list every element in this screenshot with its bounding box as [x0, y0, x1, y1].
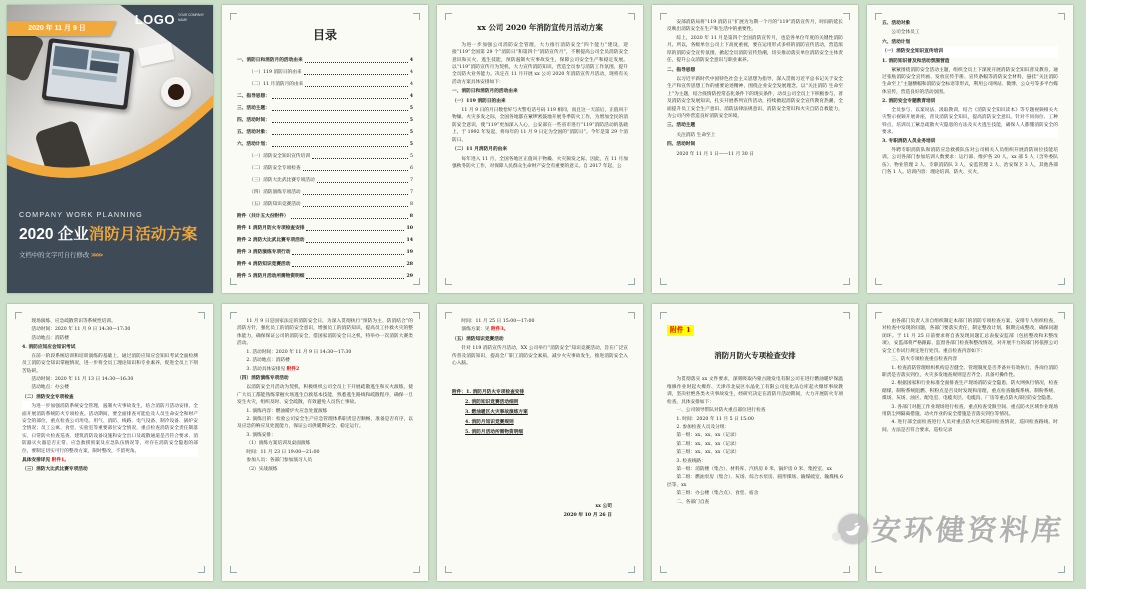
text-block: 2. 演练目的：检验公司安全生产应急管理体系职责是否顺畅，准备是否有序，以及应急的响应及处置能力，保证公司供暖期安全、稳定运行。	[237, 417, 413, 430]
text-block: （五）消防知识竞赛活动	[452, 336, 504, 342]
toc-entry-label: 附件 4 消防知识竞赛活动	[237, 262, 291, 268]
text-span: 3. 活动具体安排见	[246, 366, 287, 372]
crop-mark	[15, 566, 22, 573]
toc-entry-label: （四）消防演练专项活动	[249, 190, 301, 196]
crop-mark	[875, 278, 882, 285]
text-block	[452, 326, 628, 333]
crop-mark	[445, 312, 452, 319]
logo-subtext: YOUR COMPANY NAME	[178, 13, 204, 22]
watermark-text: 安环健资料库	[870, 515, 1066, 547]
page-title: 消防月防火专项检查安排	[714, 350, 796, 360]
toc-entry	[237, 177, 413, 184]
text-block: 活动时间：2020 年 11 月 9 日 14:30—17:30	[31, 327, 131, 333]
toc-entry	[237, 225, 413, 232]
cover-title	[19, 222, 201, 244]
page-thumbnail-10[interactable]	[867, 304, 1073, 581]
toc-entry-label: （一）消防安全知识宣传培训	[249, 154, 310, 160]
toc-leader-dots	[272, 122, 408, 123]
text-block: 1. 演练内容：燃油暖炉火应急处置演练	[246, 408, 328, 414]
page-thumbnail-4[interactable]	[652, 5, 858, 293]
text-block: 二、指导思想	[667, 67, 696, 73]
toc-leader-dots	[272, 146, 408, 147]
cover-date-ribbon	[7, 21, 116, 36]
page-thumbnail-3[interactable]	[437, 5, 643, 293]
toc-entry-page-number: 4	[409, 94, 413, 99]
text-block: 时间：11 月 23 日 19:00—21:00	[246, 449, 320, 455]
toc-entry-label: 二、指导思想：	[237, 94, 270, 99]
toc-entry-label: （三）消防大比武比赛专项活动	[249, 178, 315, 184]
toc-entry-label: 五、活动对象：	[237, 130, 270, 136]
text-block: 三、活动主题	[667, 123, 696, 129]
toc-leader-dots	[303, 206, 408, 207]
page-thumbnail-2[interactable]	[222, 5, 428, 293]
text-block: 一、消防日和消防月的活动由来	[452, 89, 518, 95]
text-block: 4. 消防月知识竞赛规则	[465, 419, 514, 425]
crop-mark	[1058, 278, 1065, 285]
toc-entry-page-number: 8	[410, 202, 413, 208]
crop-mark	[628, 312, 635, 319]
page-body	[667, 317, 843, 568]
text-block: 1. 检查消防管理组织机构是否健全、管理制度是否齐备并有效执行，各岗位消防职责是否落实到位，火灾多发地查规则是否齐全、具备可操作性。	[882, 365, 1058, 378]
text-block: 在前一阶段系统培训和培训演练的基础上，通过消防应知应会知识考试全面检测员工消防安全知识掌握情况，进一步将全员工理论知识和专业素养，促进全员上下刻苦钻研。	[22, 353, 198, 374]
text-block: 11 月 9 日的月日数恰好与火警电话号码 119 相同，而且这一天前后，正值风干物燥、火灾多发之际，全国各地都在紧锣密鼓地开展冬季防火工作，为增加全民的消防安全意识，使“119”更加深入人心，公安部在一些省市进行“119”消防活动的基础上，于 1992 年发起，将每年的 11 月 9 日定为全国的“消防日”。今年是第 29 个消防日。	[452, 108, 628, 143]
text-block: 1. 活动时间：2020 年 11 月 9 日 14:30—17:30	[246, 349, 352, 355]
toc-entry-label: （二）11 月消防月的由来	[249, 81, 304, 87]
crop-mark	[413, 566, 420, 573]
text-block: 一、公司领导带队对防火重点部位进行检查	[676, 408, 766, 414]
text-block: 3. 演练安排：	[246, 432, 276, 438]
text-block: 2020 年 10 月 26 日	[563, 513, 612, 519]
crop-mark	[1058, 566, 1065, 573]
text-block: 二、各部门自查	[676, 499, 710, 505]
cover-page-thumbnail[interactable]	[7, 5, 213, 293]
toc-entry-page-number: 28	[406, 262, 413, 268]
toc-entry-page-number: 10	[406, 226, 413, 232]
page-body	[237, 317, 413, 568]
text-block: 附件：1. 消防月防火专项检查安排	[452, 390, 525, 396]
text-block: 11 月 9 日是国家法定的消防安全日，为深入贯彻执行“预防为主、防消结合”的消防方针，强化员工的消防安全意识，增强员工的消防知识，提高员工扑救火灾的整体能力，确保保证公司的消防安全，借国家消防安全日之机，特举办一次消防大赛类活动。	[237, 319, 413, 347]
toc-leader-dots	[292, 254, 404, 255]
crop-mark	[413, 278, 420, 285]
toc-entry-page-number: 4	[410, 81, 413, 87]
attachment-badge: 附件 1	[667, 325, 694, 336]
text-block: 五、活动对象	[882, 21, 911, 26]
text-block: 3. 专职消防人员业务培训	[882, 138, 936, 144]
crop-mark	[198, 566, 205, 573]
page-body	[22, 317, 198, 568]
toc-leader-dots	[303, 194, 408, 195]
text-block: 1. 时间：2020 年 11 月 5 日 15:00	[676, 416, 754, 422]
toc-entry	[237, 261, 413, 268]
text-block: （一）119 消防日的由来	[452, 98, 506, 104]
toc-entry	[237, 153, 413, 160]
text-block: 3. 燃油暖区火灾事故演练方案	[465, 409, 528, 415]
toc-entry-page-number: 5	[410, 154, 413, 160]
text-block: 2. 消防安全专题教育培训	[882, 98, 936, 104]
toc-entry	[237, 273, 413, 280]
text-block: 4. 消防应知应会知识考试	[22, 344, 76, 350]
toc-entry-label: （二）消防安全专项检查	[249, 166, 301, 172]
toc-entry-page-number: 5	[409, 130, 413, 136]
toc-entry-page-number: 4	[410, 69, 413, 75]
text-block: 三、防火专项检查重点检查内容	[891, 357, 958, 363]
toc-entry-page-number: 7	[410, 190, 413, 196]
crop-mark	[628, 13, 635, 20]
toc-leader-dots	[312, 158, 408, 159]
crop-mark	[843, 566, 850, 573]
toc-entry-page-number: 4	[409, 57, 413, 63]
text-block: 2. 消防知识竞赛活动细则	[465, 399, 519, 405]
text-block: 为进一步加强公司消防安全管理，大力推行消防安全“四个能力”建设，迎接“119”全国第 29 个“消防日”和第四个“消防宣传月”，不断提高公司全员消防安全意识和灭火、逃生技能，预防遏制火灾事故发生，保障公司安全生产和稳定发展。以“119”消防宣传月为契机，大力宣传消防知识，营造全员参与消防工作氛围，提升全员防火业务能力。决定在 11 月开展 xx 公司 2020 年消防宣传月活动，现将有关活动方案具体安排如下：	[452, 42, 628, 85]
page-thumbnail-9[interactable]	[652, 304, 858, 581]
crop-mark	[445, 566, 452, 573]
spacer	[667, 369, 843, 375]
toc-leader-dots	[291, 218, 408, 219]
crop-mark	[875, 312, 882, 319]
toc-leader-dots	[317, 182, 408, 183]
page-body	[237, 18, 413, 280]
toc-entry-label: 四、活动时间：	[237, 118, 270, 124]
text-block: 活动地点：办公楼	[31, 385, 69, 391]
toc-entry-page-number: 7	[410, 178, 413, 184]
toc-entry	[237, 213, 413, 220]
toc-leader-dots	[306, 230, 404, 231]
text-block: 现场演练、应急疏散常识等系统性培训。	[31, 319, 116, 324]
text-block: 第三组：xx、xx、xx（记录）	[676, 450, 740, 456]
toc-entry-label: 附件（共计五大份附件）	[237, 214, 289, 220]
crop-mark	[843, 278, 850, 285]
toc-entry	[237, 105, 413, 112]
text-block: 参加人员：各部门参加演习人员	[246, 458, 313, 464]
toc-entry-label: 附件 3 消防演练专项行动	[237, 250, 291, 256]
crop-mark	[628, 566, 635, 573]
toc-entry-label: 三、活动主题：	[237, 106, 270, 112]
page-body	[452, 18, 628, 280]
toc-leader-dots	[306, 278, 404, 279]
text-block: （四）消防演练专项活动	[237, 375, 289, 381]
toc-entry	[237, 93, 413, 100]
text-block: 3. 各部门对施工作业现场进行检查，重点检查受限空间、重点防火区域作业现场用防尘网隔离措施、动火作业的安全措施是否落实到位等情况。	[882, 404, 1058, 418]
crop-mark	[660, 566, 667, 573]
text-block: 第一组：消防楼（集合）、材料库、汽机房 0 米、锅炉房 0 米、集控室、xx	[676, 467, 832, 473]
text-block: （1）演练方案培训及桌面演练	[246, 441, 311, 447]
toc-entry-page-number: 6	[410, 166, 413, 172]
spacer	[452, 369, 628, 387]
spacer	[452, 439, 628, 501]
arrows-icon: >>>>	[91, 252, 103, 259]
crop-mark	[15, 312, 22, 319]
text-block	[22, 457, 198, 464]
text-block: 针对 119 消防宣传月活动，XX 公司举行“消防安全”知识竞赛活动，旨在广泛宣传普及消防知识，提高全厂职工消防安全素质，减少火灾事故发生，推进消防安全入心入脑。	[452, 346, 628, 367]
crop-mark	[230, 13, 237, 20]
toc-entry	[237, 165, 413, 172]
toc-leader-dots	[305, 62, 408, 63]
crop-mark	[660, 312, 667, 319]
crop-mark	[843, 312, 850, 319]
text-block: 为贯彻落实 xx 文件要求，深刻吸取内蒙古隆发电有限公司在进行燃油暖炉保温维修作业时起火爆炸、天津市北辰区水晶化工有限公司危化品仓库起火爆炸事故教训，坚决杜绝各类火灾事故发生，经研究决定在消防月活动期间，大力开展防火专项检查，具体安排如下：	[667, 377, 843, 405]
text-block: 1. 消防知识普及和活动氛围营造	[882, 58, 950, 64]
toc-leader-dots	[272, 98, 408, 99]
page-body	[667, 18, 843, 280]
cover-title-block	[7, 210, 213, 259]
text-block: 2. 根据国家和行业标准全面排查生产现场消防安全隐患，防火网执行情况，检查储煤、制粉系统阻燃、积粉点是否及时发现和清理，重点检查输煤系统、制粉系统、煤场、灰场、油区、配电室、电缆夹层、电缆沟、厂房等重点防火部位防安全隐患。	[882, 381, 1058, 402]
text-block: 2020 年 11 月 1 日——11 月 30 日	[676, 151, 754, 157]
crop-mark	[628, 278, 635, 285]
text-block: 以习近平新时代中国特色社会主义思想为指导，深入贯彻习近平总书记关于安全生产和宣传思想工作的重要论述精神，围绕企业安全发展理念，以“关注消防 生命至上”为主题，结合疫情防控常态化条件下的现实条件，动员公司全员上下积极参与，普及消防安全发展知识，扎实开展系列宣传活动，持续掀起消防安全宣传教育热潮，全面提升员工安全生产意识、消防法律法规意识、消防安全常识和火灾自防自救能力，为公司内外营造良好消防安全环境。	[667, 76, 843, 120]
text-block: 每年进入 11 月，全国各地区正值风干物燥、火灾频发之际。因此，在 11 月加强秋冬防火工作，对保障人民群众生命财产安全有重要的意义。自 2017 年起，公	[452, 156, 628, 170]
crop-mark	[230, 278, 237, 285]
toc-leader-dots	[304, 74, 408, 75]
company-logo	[135, 13, 204, 26]
page-thumbnail-8[interactable]	[437, 304, 643, 581]
text-block: （二）11 月消防月的由来	[452, 147, 508, 153]
toc-entry-page-number: 29	[406, 274, 413, 280]
toc-entry-label: 附件 2 消防大比武比赛专项活动	[237, 238, 305, 244]
text-block: 2. 活动地点：消防楼	[246, 358, 290, 364]
toc-entry	[237, 129, 413, 136]
page-thumbnail-5[interactable]	[867, 5, 1073, 293]
page-thumbnails-grid	[7, 5, 1073, 581]
crop-mark	[198, 312, 205, 319]
toc-entry-page-number: 8	[409, 214, 413, 220]
cover-subtitle: 文档中的文字可自行修改 >>>>	[19, 252, 103, 259]
toc-leader-dots	[303, 170, 408, 171]
toc-entry	[237, 141, 413, 148]
text-block: 第一组：xx、xx、xx（记录）	[676, 433, 740, 439]
text-block: 活动地点：消防楼	[31, 335, 69, 341]
crop-mark	[230, 566, 237, 573]
crop-mark	[875, 566, 882, 573]
toc-entry-page-number: 14	[406, 238, 413, 244]
toc-entry-page-number: 5	[409, 142, 413, 148]
attachment-link: 附件3。	[491, 327, 509, 333]
text-block: 第二组：燃油泵房（集合）、灰场、综合水泵房、圆形煤场、输煤硫室、输煤栈 6 层等、xx	[667, 475, 843, 488]
text-block: 第二组：xx、xx、xx（记录）	[676, 441, 740, 447]
text-block: xx 公司	[595, 503, 612, 509]
page-title: xx 公司 2020 年消防宣传月活动方案	[477, 23, 603, 32]
cover-date: 2020 年 11 月 9 日	[28, 25, 86, 32]
text-block: 第三组：办公楼（集合点）、食堂、宿舍	[676, 491, 759, 497]
text-block: 2. 参加检查人员及分组：	[676, 424, 730, 430]
text-block: 5. 消防月活动所需物资明细	[465, 429, 524, 435]
text-block: 活动时间：2020 年 11 月 13 日 14:30—16:30	[31, 376, 134, 382]
cover-title-year: 2020 企业	[19, 226, 89, 243]
page-thumbnail-7[interactable]	[222, 304, 428, 581]
text-block: 紧紧围绕消防安全活动主题，组织全员上下深度开展消防安全知识普及教育，通过张贴消防安全宣传画、发放宣传手册、宣传条幅等消防安全材料，悬挂“关注消防 生命至上”主题横幅和消防安全标语等形式，利用公司网站、微博、公众号等多平台媒体宣传，营造良好的活动氛围。	[882, 67, 1058, 95]
attachment-link: 附件1。	[51, 457, 70, 463]
toc-entry	[237, 69, 413, 76]
toc-entry-label: 附件 1 消防月防火专项检查安排	[237, 226, 305, 232]
text-block	[237, 366, 413, 373]
text-block: 3. 检查线路：	[676, 458, 706, 464]
crop-mark	[875, 13, 882, 20]
text-block: 时间：11 月 25 日 15:00—17:00	[461, 319, 535, 324]
toc-leader-dots	[305, 86, 408, 87]
page-thumbnail-6[interactable]	[7, 304, 213, 581]
text-block: 外聘专职消防队和消防应急救援队伍对公司相关人员组织开展消防岗位技能培训。公司各部门参加培训人数要求：运行部、维护各 20 人，xx 部 5 人（含外委队伍）、物业管理 2 人、专职消防队 3 人，安监管理 2 人、治安保卫 3 人，其他各部门各 1 人。培训内容：理论培训、防火、灭火、	[882, 147, 1058, 176]
spacer	[667, 317, 843, 323]
toc-leader-dots	[272, 110, 408, 111]
crop-mark	[660, 13, 667, 20]
text-block: （三）消防大比武比赛专项活动	[22, 467, 88, 473]
spacer	[667, 338, 843, 346]
toc-entry-label: （一）119 消防日的由来	[249, 69, 302, 75]
crop-mark	[445, 278, 452, 285]
cover-tagline: COMPANY WORK PLANNING	[19, 210, 143, 219]
text-block: （2）实战演练	[246, 466, 278, 472]
toc-leader-dots	[292, 266, 404, 267]
page-body	[452, 317, 628, 568]
crop-mark	[230, 312, 237, 319]
toc-entry	[237, 237, 413, 244]
crop-mark	[843, 13, 850, 20]
text-block: （二）消防安全专项检查	[22, 394, 74, 400]
text-block: 以消防安全月活动为契机，积极组织公司全员上下开展疏散逃生和灭火演练，使广大员工都能熟练掌握火场逃生自救基本技能，熟悉逃生路线和疏散程序，确保一旦发生火灾，组织及时、安全疏散，有效避免人员伤亡事故。	[237, 385, 413, 406]
text-block: 综上，2020 年 11 月是第四个全国消防宣传月，也是各单位年度的关键性消防月。所以，各级单位公司上下高度重视，要在运用形式多样的消防宣传活动，营造浓厚的消防安全宣传氛围，掀起全员消防宣传热潮，切实推动落实单位消防安全主体责任，提升公众消防安全意识与职业素养。	[667, 35, 843, 64]
text-span: 演练方案：见	[461, 327, 492, 333]
toc-entry	[237, 57, 413, 64]
logo-text: LOGO	[134, 12, 175, 27]
toc-entry-label: 一、消防日和消防月的活动由来	[237, 57, 303, 63]
toc-entry	[237, 249, 413, 256]
toc-leader-dots	[272, 134, 408, 135]
toc-entry-page-number: 19	[406, 250, 413, 256]
crop-mark	[413, 13, 420, 20]
text-block: 4. 进行部全面检查进行人员对重点防火区域巡回检查情况，巡回检查路线、时间、方法是否符合要求，巡检记录	[882, 420, 1058, 433]
cover-title-accent: 消防月活动方案	[88, 226, 198, 243]
text-block: 公司全体员工	[891, 30, 920, 36]
page-body	[882, 18, 1058, 280]
text-block: 全员参与、以案说法、汲取教训，结合《消防安全知识读本》等专题视频相关火灾警示视频开展讲座，普及消防安全知识，提高消防安全意识。针对不同岗位、工种特点，培训员工紧急疏散火灾隐患的方法及灭火逃生技能，确保人人都懂消防安全的要求。	[882, 107, 1058, 135]
text-block: 六、活动计划	[882, 39, 911, 45]
text-block: （一）消防安全知识宣传培训	[882, 48, 1058, 55]
text-block: 为进一步加强消防系统安全管理，遏制火灾事故发生，结合消防月活动安排，全面开展消防系统防火专项检查。活动期间，要全面排查可能危及人员生命安全和财产安全的部位，重点检查公司用电、用气、消防、线路、电气设备、制冷设备、锅炉安全情况；员工公寓、食堂、实验室等重要部位安全情况，重点检查消防安全责任制落实、日常防火检查巡查、建筑消防设备设施和安全出口及疏散通道是否符合要求、消防器灭火器是否正常、应急救援预案及应急队伍情况等，对存在消防安全隐患的部位，要制定切实可行的整改方案，限时整改，不留死角。	[22, 404, 198, 454]
text-block: 关注消防 生命至上	[676, 132, 716, 138]
crop-mark	[660, 278, 667, 285]
text-block: 由各部门负责人亲自组织制定本部门的消防专项检查方案，安排专人组织检查，对检查中发现的问题，各部门要落实责任，制定整改计划，限期完成整改，确保问题闭环。于 11 月 25 日前要求将自查发现问题汇总表报安监部（包括整改和未整改项），安监部将严格跟踪、监督各部门检查和整改情况，对开展不力的部门将依照公司安全工作试行规定进行处罚。重点检查内容如下：	[882, 319, 1058, 354]
toc-entry	[237, 117, 413, 124]
toc-entry	[237, 81, 413, 88]
toc-entry	[237, 189, 413, 196]
toc-leader-dots	[306, 242, 404, 243]
toc-entry-label: 附件 5 消防月活动所需物资明细	[237, 274, 305, 280]
toc-entry-label: （五）消防知识竞赛活动	[249, 202, 301, 208]
toc-entry-label: 六、活动计划：	[237, 142, 270, 148]
toc-entry-page-number: 5	[409, 106, 413, 112]
toc-title: 目录	[312, 28, 337, 42]
crop-mark	[1058, 13, 1065, 20]
crop-mark	[413, 312, 420, 319]
crop-mark	[1058, 312, 1065, 319]
attachment-link: 附件2	[286, 366, 300, 372]
page-body	[882, 317, 1058, 568]
toc-entry	[237, 201, 413, 208]
toc-entry-page-number: 5	[409, 118, 413, 124]
text-span: 具体安排详见	[22, 457, 52, 463]
crop-mark	[445, 13, 452, 20]
text-block: 四、活动时间	[667, 142, 696, 148]
text-block: 安部消防局将“119 消防日”扩展为为期一个月的“119”消防宣传月，时间的延长反映出消防安全在生产和生活中的重要性。	[667, 20, 843, 33]
